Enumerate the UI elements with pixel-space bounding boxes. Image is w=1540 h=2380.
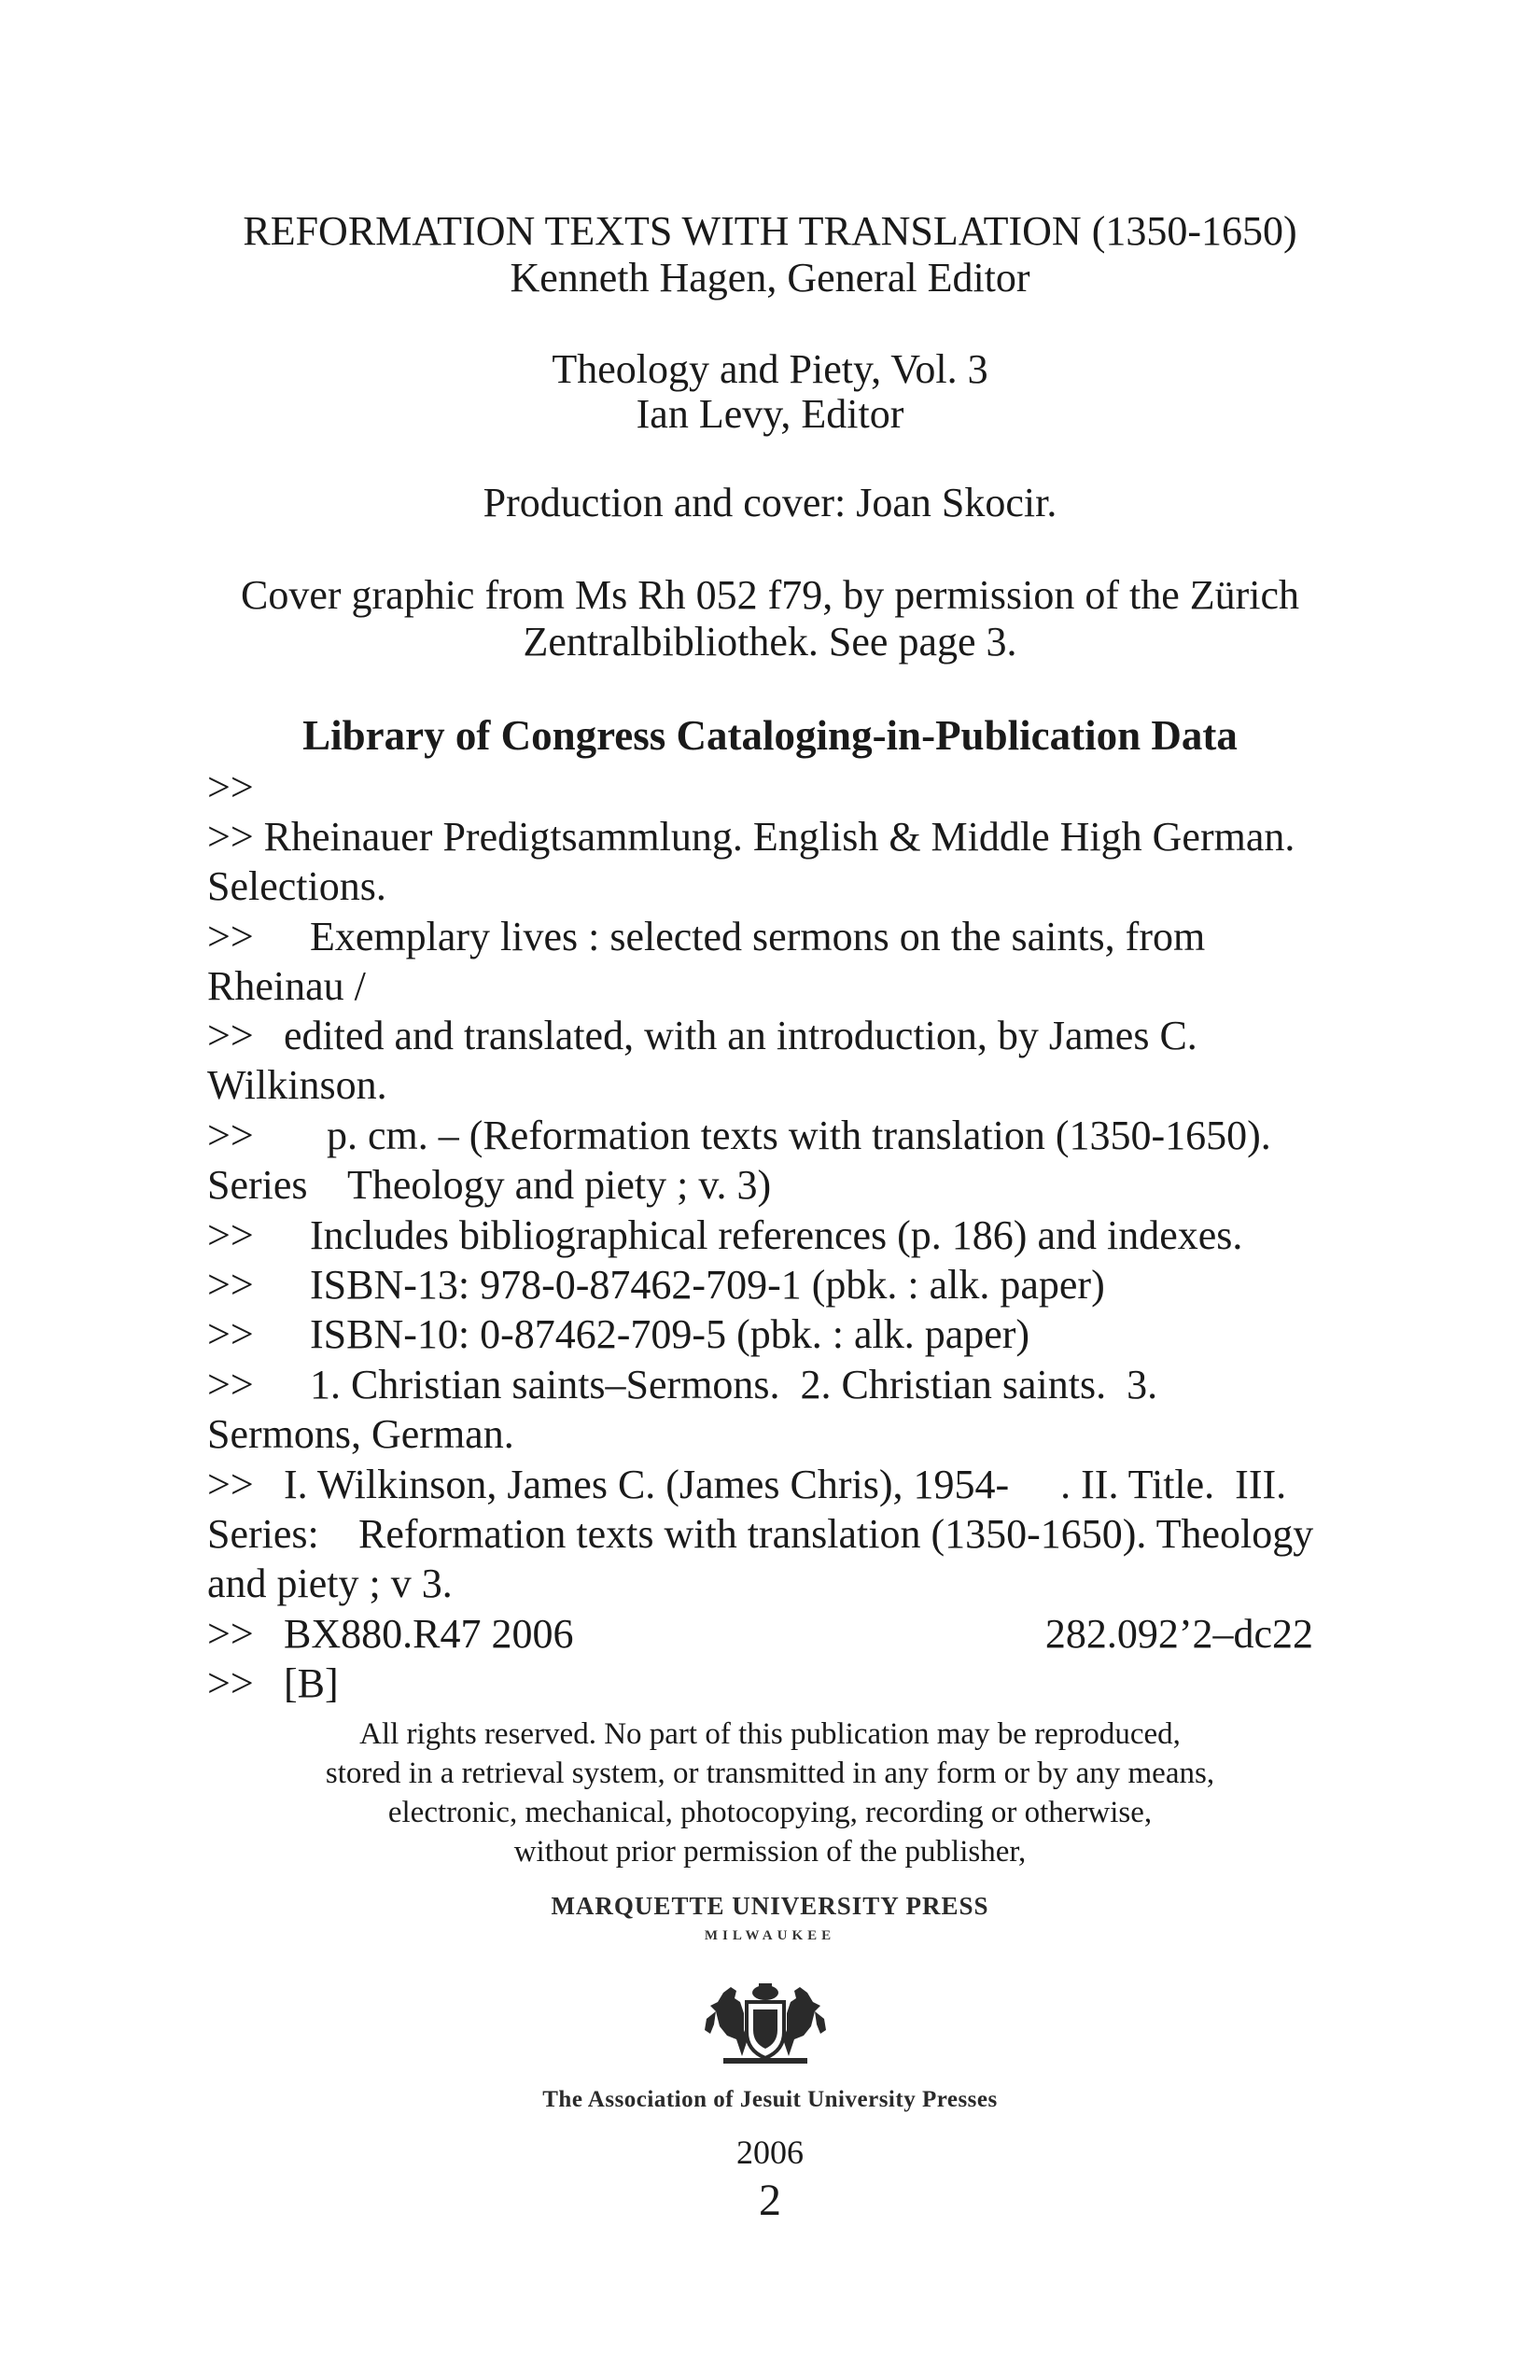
cip-line: >> Exemplary lives : selected sermons on the saints, from [207, 914, 1206, 959]
cip-line: >> 1. Christian saints–Sermons. 2. Christian saints. 3. [207, 1362, 1158, 1407]
jesuit-crest-icon [695, 1974, 835, 2067]
cover-credit-line1: Cover graphic from Ms Rh 052 f79, by permission of the Zürich [240, 572, 1300, 618]
cip-line: Sermons, German. [207, 1411, 514, 1457]
rights-line3: electronic, mechanical, photocopying, recording or otherwise, [387, 1796, 1153, 1829]
volume-title: Theology and Piety, Vol. 3 [552, 346, 988, 392]
production-credit: Production and cover: Joan Skocir. [483, 480, 1057, 525]
cip-line: >> p. cm. – (Reformation texts with translation (1350-1650). [207, 1113, 1271, 1158]
rights-line2: stored in a retrieval system, or transmitted in any form or by any means, [325, 1757, 1215, 1790]
cip-line: Series: Reformation texts with translation (1350-1650). Theology [207, 1511, 1314, 1557]
cip-line: Wilkinson. [207, 1062, 387, 1108]
cip-line: >> I. Wilkinson, James C. (James Chris), 1954- . II. Title. III. [207, 1462, 1287, 1507]
cip-line: Selections. [207, 863, 386, 909]
cip-line: >> [207, 764, 254, 810]
rights-line1: All rights reserved. No part of this publication may be reproduced, [359, 1717, 1181, 1751]
cip-heading: Library of Congress Cataloging-in-Publication Data [302, 712, 1238, 759]
volume-editor: Ian Levy, Editor [636, 391, 904, 437]
cip-line: >> edited and translated, with an introduction, by James C. [207, 1013, 1197, 1058]
cip-line: >> [B] [207, 1660, 339, 1706]
cip-line: and piety ; v 3. [207, 1561, 453, 1606]
dewey-number: 282.092’2–dc22 [1044, 1611, 1313, 1657]
cip-line: >> Rheinauer Predigtsammlung. English & Middle High German. [207, 814, 1295, 860]
general-editor: Kenneth Hagen, General Editor [510, 255, 1030, 301]
series-title: REFORMATION TEXTS WITH TRANSLATION (1350-1650) [243, 208, 1297, 254]
cip-line: Rheinau / [207, 963, 366, 1009]
association-name: The Association of Jesuit University Presses [542, 2087, 998, 2112]
publication-year: 2006 [736, 2134, 804, 2171]
cip-line: >> ISBN-10: 0-87462-709-5 (pbk. : alk. paper) [207, 1311, 1030, 1357]
cover-credit-line2: Zentralbibliothek. See page 3. [523, 619, 1017, 665]
publisher-city: MILWAUKEE [704, 1928, 836, 1943]
cip-line: >> Includes bibliographical references (p. 186) and indexes. [207, 1212, 1243, 1258]
page-number: 2 [759, 2176, 781, 2225]
cip-line: >> ISBN-13: 978-0-87462-709-1 (pbk. : alk. paper) [207, 1262, 1105, 1308]
publisher-name: MARQUETTE UNIVERSITY PRESS [551, 1892, 989, 1920]
rights-line4: without prior permission of the publisher, [513, 1835, 1027, 1869]
cip-line: >> BX880.R47 2006 282.092’2–dc22 [207, 1611, 1313, 1657]
cip-line: Series Theology and piety ; v. 3) [207, 1162, 772, 1208]
